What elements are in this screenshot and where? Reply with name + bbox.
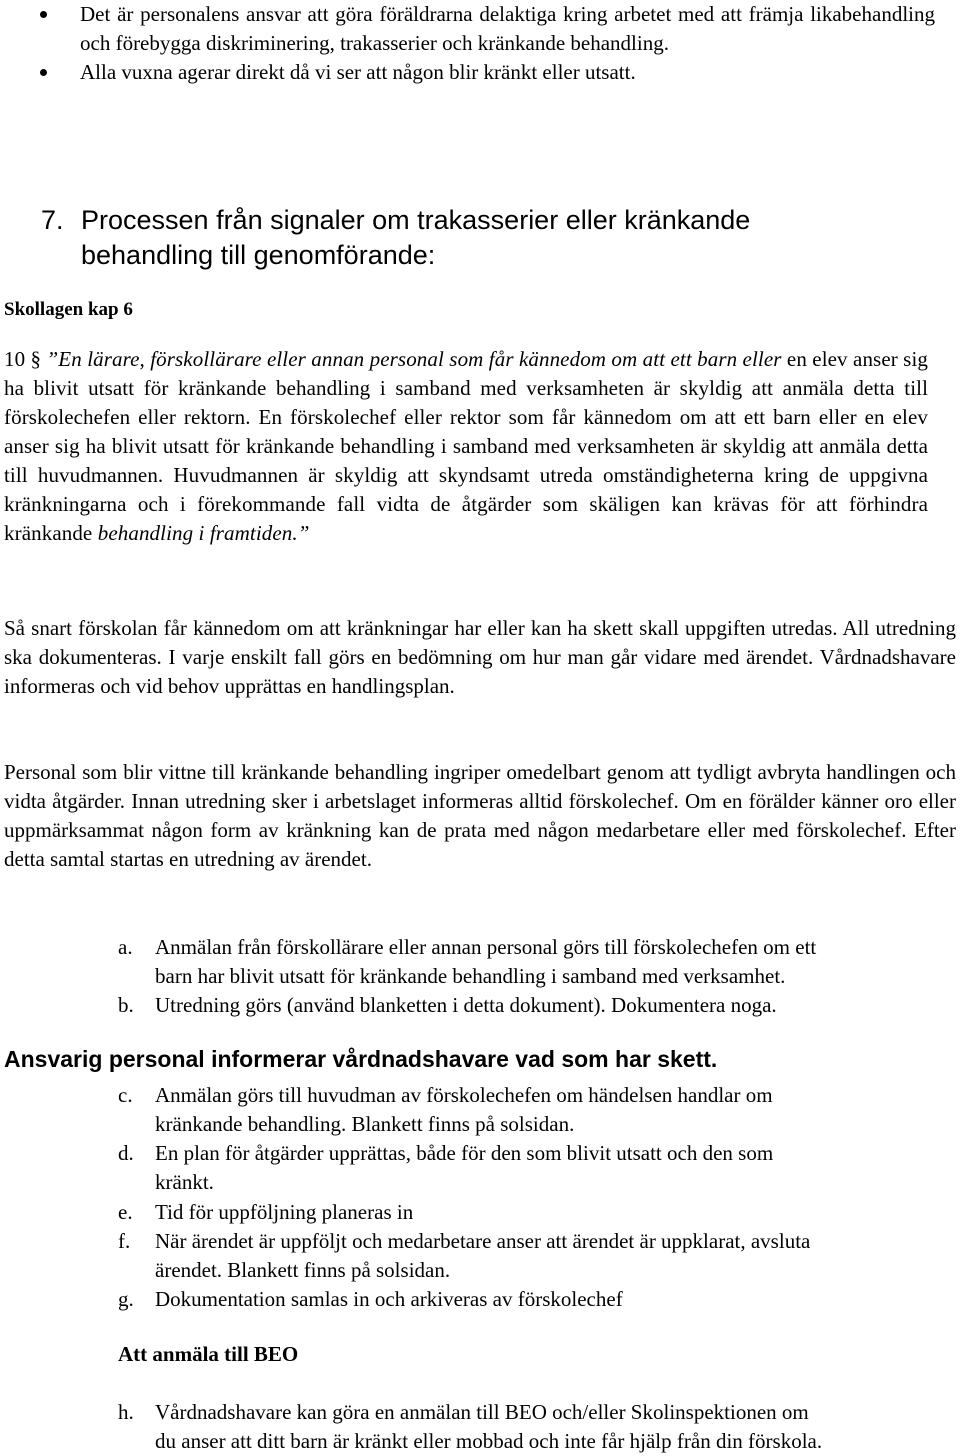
list-marker: e.: [118, 1200, 133, 1224]
list-marker: f.: [118, 1229, 131, 1253]
list-marker: h.: [118, 1400, 134, 1424]
list-item-line: När ärendet är uppföljt och medarbetare anser att ärendet är uppklarat, avsluta: [155, 1229, 811, 1253]
subheading: Ansvarig personal informerar vårdnadshavare vad som har skett.: [4, 1046, 718, 1072]
list-item-line: kränkande behandling. Blankett finns på solsidan.: [155, 1112, 575, 1136]
bullet-text-1: Det är personalens ansvar att göra föräldrarna delaktiga kring arbetet med att främja likabehandling och förebygga diskriminering, trakasserier och kränkande behandling.: [80, 2, 935, 55]
section-title-line-1: Processen från signaler om trakasserier eller kränkande: [81, 205, 751, 235]
list-item-line: du anser att ditt barn är kränkt eller mobbad och inte får hjälp från din förskola.: [155, 1429, 823, 1453]
list-marker: a.: [118, 935, 133, 959]
list-item-line: Tid för uppföljning planeras in: [155, 1200, 414, 1224]
list-item-line: kränkt.: [155, 1170, 214, 1194]
paragraph-2: Personal som blir vittne till kränkande behandling ingriper omedelbart genom att tydligt avbryta handlingen och vidta åtgärder. Innan utredning sker i arbetslaget informeras alltid förskolechef. Om en förälder känner oro eller uppmärksammat någon form av kränkning kan de prata med någon medarbetare eller med förskolechef. Efter detta samtal startas en utredning av ärendet.: [4, 760, 956, 871]
beo-heading: Att anmäla till BEO: [118, 1342, 299, 1366]
list-item-line: barn har blivit utsatt för kränkande behandling i samband med verksamhet.: [155, 964, 786, 988]
list-item-line: Anmälan görs till huvudman av förskolechefen om händelsen handlar om: [155, 1083, 773, 1107]
law-quote: [4, 345, 928, 548]
section-number: 7.: [41, 205, 64, 235]
list-item-line: ärendet. Blankett finns på solsidan.: [155, 1258, 451, 1282]
law-label: Skollagen kap 6: [4, 299, 133, 320]
section-title-line-2: behandling till genomförande:: [81, 240, 436, 270]
paragraph-1: Så snart förskolan får kännedom om att kränkningar har eller kan ha skett skall uppgiften utredas. All utredning ska dokumenteras. I varje enskilt fall görs en bedömning om hur man går vidare med ärendet. Vårdnadshavare informeras och vid behov upprättas en handlingsplan.: [4, 616, 956, 698]
bullet-dot: [40, 11, 47, 18]
list-marker: d.: [118, 1141, 134, 1165]
quote-body: en elev anser sig ha blivit utsatt för kränkande behandling i samband med verksamheten är skyldig att anmäla detta till förskolechefen eller rektorn. En förskolechef eller rektor som får kännedom om att ett barn eller en elev anser sig ha blivit utsatt för kränkande behandling i samband med verksamheten är skyldig att anmäla detta till huvudmannen. Huvudmannen är skyldig att skyndsamt utreda omständigheterna kring de uppgivna kränkningarna och i förekommande fall vidta de åtgärder som skäligen kan krävas för att förhindra kränkande: [4, 347, 928, 545]
list-marker: g.: [118, 1287, 134, 1311]
bullet-dot: [40, 69, 47, 76]
list-item-line: Dokumentation samlas in och arkiveras av förskolechef: [155, 1287, 623, 1311]
list-item-line: Vårdnadshavare kan göra en anmälan till BEO och/eller Skolinspektionen om: [155, 1400, 809, 1424]
quote-italic-open: ”En lärare, förskollärare eller annan personal som får kännedom om att ett barn eller: [41, 347, 782, 371]
list-item-line: En plan för åtgärder upprättas, både för den som blivit utsatt och den som: [155, 1141, 774, 1165]
paragraph-symbol: 10 §: [4, 347, 42, 371]
list-item-line: Utredning görs (använd blanketten i detta dokument). Dokumentera noga.: [155, 993, 777, 1017]
list-item-line: Anmälan från förskollärare eller annan personal görs till förskolechefen om ett: [155, 935, 817, 959]
list-marker: c.: [118, 1083, 133, 1107]
list-marker: b.: [118, 993, 134, 1017]
bullet-text-2: Alla vuxna agerar direkt då vi ser att någon blir kränkt eller utsatt.: [80, 60, 636, 84]
quote-italic-close: behandling i framtiden.”: [97, 521, 310, 545]
